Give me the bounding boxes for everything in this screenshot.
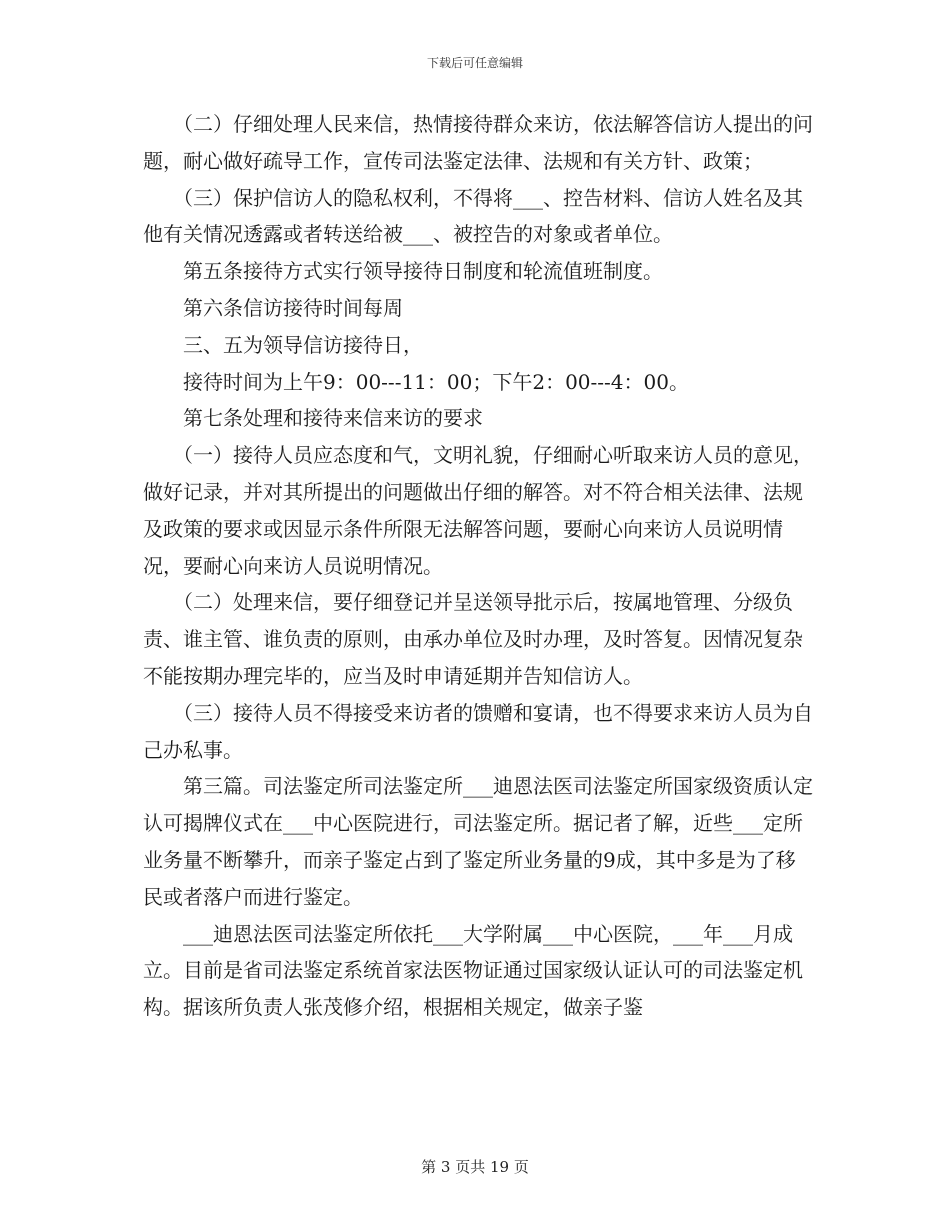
paragraph: 第五条接待方式实行领导接待日制度和轮流值班制度。 <box>143 259 663 284</box>
paragraph: 第七条处理和接待来信来访的要求 <box>143 406 483 431</box>
paragraph: （三）保护信访人的隐私权利，不得将___、控告材料、信访人姓名及其他有关情况透露或者转送给被___、被控告的对象或者单位。 <box>143 185 803 247</box>
page-number: 第 3 页共 19 页 <box>421 1158 529 1176</box>
paragraph: 三、五为领导信访接待日， <box>143 332 423 357</box>
page-header-note: 下载后可任意编辑 <box>426 56 523 70</box>
paragraph: （二）仔细处理人民来信，热情接待群众来访，依法解答信访人提出的问题，耐心做好疏导工作，宣传司法鉴定法律、法规和有关方针、政策； <box>143 112 813 173</box>
paragraph: （一）接待人员应态度和气，文明礼貌，仔细耐心听取来访人员的意见，做好记录，并对其所提出的问题做出仔细的解答。对不符合相关法律、法规及政策的要求或因显示条件所限无法解答问题，要耐心向来访人员说明情况，要耐心向来访人员说明情况。 <box>143 443 813 578</box>
paragraph: ___迪恩法医司法鉴定所依托___大学附属___中心医院，___年___月成立。目前是省司法鉴定系统首家法医物证通过国家级认证认可的司法鉴定机构。据该所负责人张茂修介绍，根据相关规定，做亲子鉴 <box>143 921 803 1020</box>
paragraph: 接待时间为上午9：00---11：00；下午2：00---4：00。 <box>143 369 689 394</box>
paragraph: 第三篇。司法鉴定所司法鉴定所___迪恩法医司法鉴定所国家级资质认定认可揭牌仪式在___中心医院进行，司法鉴定所。据记者了解，近些___定所业务量不断攀升，而亲子鉴定占到了鉴定所业务量的9成，其中多是为了移民或者落户而进行鉴定。 <box>143 774 813 909</box>
paragraph: 第六条信访接待时间每周 <box>143 295 403 320</box>
paragraph: （二）处理来信，要仔细登记并呈送领导批示后，按属地管理、分级负责、谁主管、谁负责的原则，由承办单位及时办理，及时答复。因情况复杂不能按期办理完毕的，应当及时申请延期并告知信访人。 <box>143 590 803 688</box>
document-body <box>143 106 813 1026</box>
paragraph: （三）接待人员不得接受来访者的馈赠和宴请，也不得要求来访人员为自己办私事。 <box>143 700 813 762</box>
